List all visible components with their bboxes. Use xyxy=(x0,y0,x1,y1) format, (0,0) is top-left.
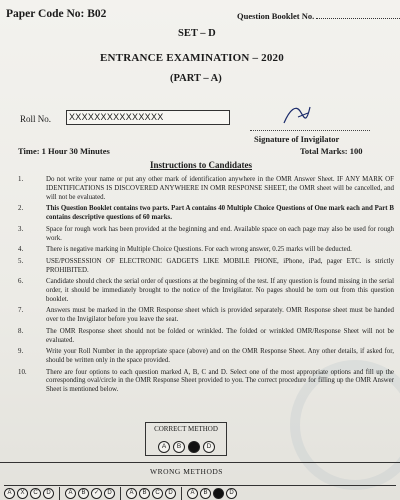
wrong-methods-title: WRONG METHODS xyxy=(150,467,223,476)
set-label: SET – D xyxy=(178,28,216,39)
booklet-number-blank xyxy=(316,11,400,19)
wrong-answer-bubble: D xyxy=(43,488,54,499)
instruction-text: There is negative marking in Multiple Choice Questions. For each wrong answer, 0.25 marks will be deducted. xyxy=(46,246,352,254)
wrong-methods-row xyxy=(4,485,396,500)
wrong-answer-bubble: A xyxy=(65,488,76,499)
instruction-text: Candidate should check the serial order of questions at the beginning of the test. If any question is found missing in the serial order, it should be immediately brought to the notice of the Invigilator. No pages should be torn out from this question booklet. xyxy=(46,278,394,303)
booklet-label: Question Booklet No. xyxy=(237,11,315,21)
wrong-answer-bubble: C xyxy=(30,488,41,499)
instruction-number: 10. xyxy=(18,368,27,376)
answer-bubble: A xyxy=(158,441,170,453)
correct-method-bubbles xyxy=(158,441,215,453)
signature-label: Signature of Invigilator xyxy=(254,134,340,144)
answer-bubble: D xyxy=(203,441,215,453)
signature-line xyxy=(250,130,370,131)
wrong-answer-bubble: B xyxy=(200,488,211,499)
question-booklet-number xyxy=(237,11,400,21)
group-divider xyxy=(181,487,182,500)
wrong-answer-bubble: X xyxy=(17,488,28,499)
instruction-item xyxy=(14,258,394,276)
wrong-answer-bubble: C xyxy=(213,488,224,499)
roll-number-box: XXXXXXXXXXXXXXX xyxy=(66,110,230,125)
exam-title: ENTRANCE EXAMINATION – 2020 xyxy=(100,52,284,64)
instruction-item xyxy=(14,307,394,325)
exam-duration: Time: 1 Hour 30 Minutes xyxy=(18,146,110,156)
instruction-number: 9. xyxy=(18,348,24,356)
instruction-item xyxy=(14,328,394,346)
instruction-item xyxy=(14,226,394,244)
instruction-text: This Question Booklet contains two parts. Part A contains 40 Multiple Choice Questions of One mark each and Part B contains descriptive questions of 60 marks. xyxy=(46,205,394,222)
instruction-number: 5. xyxy=(18,257,24,265)
wrong-answer-bubble: C xyxy=(152,488,163,499)
instruction-text: The OMR Response sheet should not be folded or wrinkled. The folded or wrinkled OMR/Response Sheet will not be evaluated. xyxy=(46,327,394,344)
answer-bubble: C xyxy=(188,441,200,453)
instructions-list xyxy=(14,176,394,398)
instruction-number: 7. xyxy=(18,307,24,315)
instruction-item xyxy=(14,205,394,223)
instruction-item xyxy=(14,369,394,396)
instruction-text: Answers must be marked in the OMR Response sheet which is provided separately. OMR Response sheet must be handed over to the Invigilator before you leave the seat. xyxy=(46,307,394,324)
instruction-number: 2. xyxy=(18,205,24,213)
wrong-answer-bubble: B xyxy=(139,488,150,499)
roll-number-label: Roll No. xyxy=(20,114,52,124)
wrong-answer-bubble: ✓ xyxy=(91,488,102,499)
group-divider xyxy=(59,487,60,500)
instruction-text: There are four options to each question marked A, B, C and D. Select one of the most appropriate options and fill up the corresponding oval/circle in the OMR Response Sheet provided to you. The correct procedure for filling up the OMR Answer Sheet is mentioned below. xyxy=(46,368,394,394)
instruction-number: 8. xyxy=(18,327,24,335)
wrong-answer-bubble: D xyxy=(226,488,237,499)
instruction-item xyxy=(14,278,394,305)
instruction-number: 4. xyxy=(18,246,24,254)
wrong-answer-bubble: D xyxy=(104,488,115,499)
instruction-text: Do not write your name or put any other mark of identification anywhere in the OMR Answer Sheet. IF ANY MARK OF IDENTIFICATIONS IS DISCOVERED ANYWHERE IN OMR RESPONSE SHEET, the OMR sheet will be cancelled, and will not be evaluated. xyxy=(46,176,394,201)
instruction-item xyxy=(14,348,394,366)
wrong-answer-bubble: A xyxy=(187,488,198,499)
wrong-answer-bubble: D xyxy=(165,488,176,499)
correct-method-title: CORRECT METHOD xyxy=(154,425,218,433)
instruction-number: 3. xyxy=(18,225,24,233)
wrong-answer-bubble: B xyxy=(78,488,89,499)
paper-code: Paper Code No: B02 xyxy=(6,8,107,20)
instruction-number: 1. xyxy=(18,176,24,183)
instruction-item xyxy=(14,176,394,203)
invigilator-signature xyxy=(276,103,316,129)
correct-method-box xyxy=(145,422,227,456)
instruction-item xyxy=(14,246,394,255)
instruction-text: Write your Roll Number in the appropriate space (above) and on the OMR Response Sheet. Any other details, if asked for, should be written only in the space provided. xyxy=(46,348,394,365)
answer-bubble: B xyxy=(173,441,185,453)
wrong-methods-box xyxy=(0,462,400,500)
instructions-title: Instructions to Candidates xyxy=(150,160,253,170)
instruction-text: Space for rough work has been provided at the beginning and end. Available space on each page may also be used for rough work. xyxy=(46,225,394,242)
group-divider xyxy=(120,487,121,500)
wrong-answer-bubble: A xyxy=(126,488,137,499)
part-label: (PART – A) xyxy=(170,73,222,84)
instruction-text: USE/POSSESSION OF ELECTRONIC GADGETS LIKE MOBILE PHONE, iPhone, iPad, pager ETC. is strictly PROHIBITED. xyxy=(46,257,394,274)
total-marks: Total Marks: 100 xyxy=(300,146,363,156)
wrong-answer-bubble: A xyxy=(4,488,15,499)
instruction-number: 6. xyxy=(18,278,24,286)
